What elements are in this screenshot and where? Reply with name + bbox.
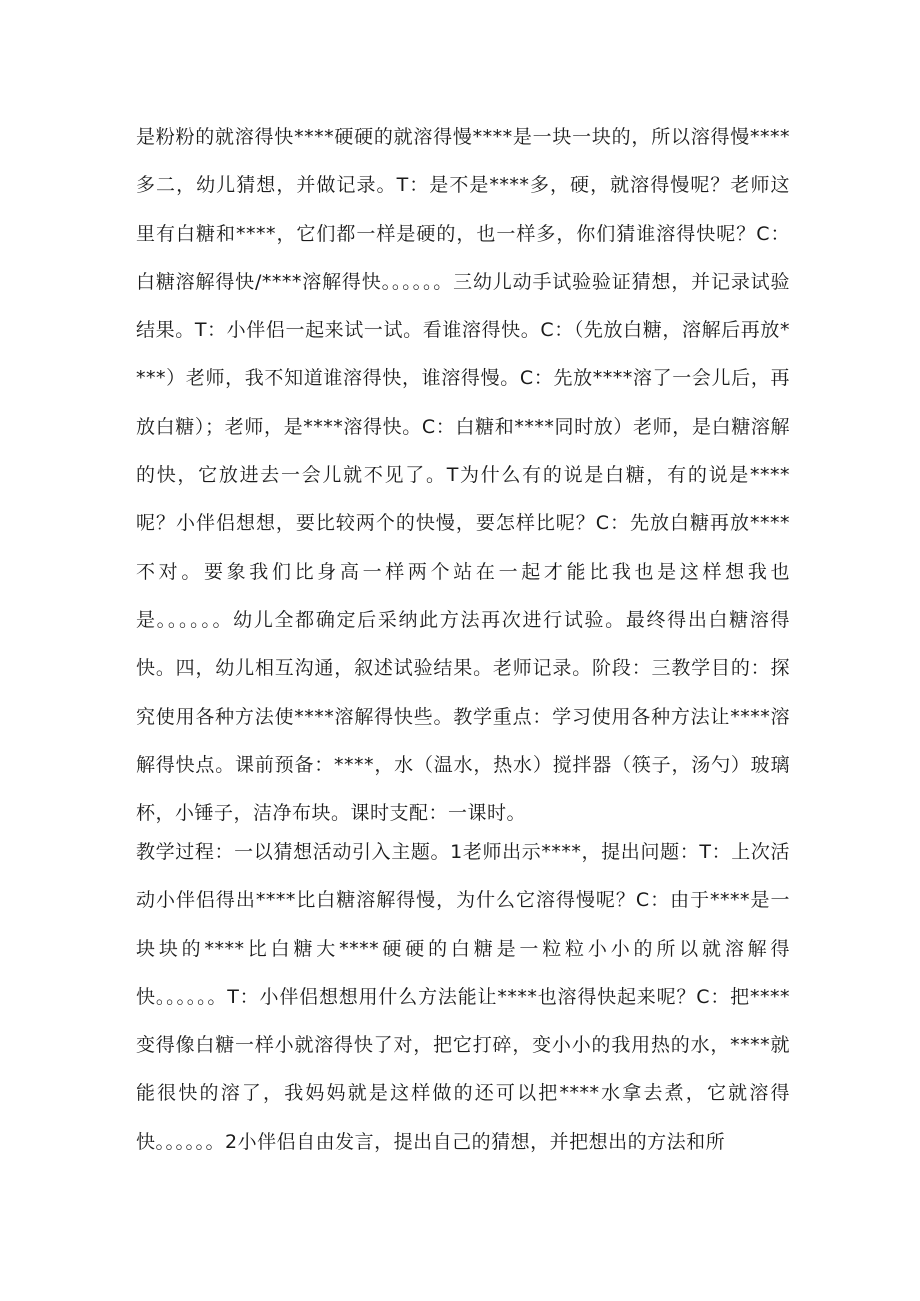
body-paragraph-1: 是粉粉的就溶得快****硬硬的就溶得慢****是一块一块的，所以溶得慢****多二，幼儿猜想，并做记录。T：是不是****多，硬，就溶得慢呢？老师这里有白糖和****，它们都一样是硬的，也一样多，你们猜谁溶得快呢？C：白糖溶解得快/****溶解得快。。。。。。三幼儿动手试验验证猜想，并记录试验结果。T：小伴侣一起来试一试。看谁溶得快。C：（先放白糖，溶解后再放****）老师，我不知道谁溶得快，谁溶得慢。C：先放****溶了一会儿后，再放白糖）；老师，是****溶得快。C：白糖和****同时放）老师，是白糖溶解的快，它放进去一会儿就不见了。T为什么有的说是白糖，有的说是****呢？小伴侣想想，要比较两个的快慢，要怎样比呢？C：先放白糖再放****不对。要象我们比身高一样两个站在一起才能比我也是这样想我也是。。。。。。幼儿全都确定后采纳此方法再次进行试验。最终得出白糖溶得快。四，幼儿相互沟通，叙述试验结果。老师记录。阶段：三教学目的：探究使用各种方法使****溶解得快些。教学重点：学习使用各种方法让****溶解得快点。课前预备：****，水（温水，热水）搅拌器（筷子，汤勺）玻璃杯，小锤子，洁净布块。课时支配：一课时。 <box>136 126 790 825</box>
body-paragraph-2: 教学过程：一以猜想活动引入主题。1老师出示****，提出问题：T：上次活动小伴侣得出****比白糖溶解得慢，为什么它溶得慢呢？C：由于****是一块块的****比白糖大****硬硬的白糖是一粒粒小小的所以就溶解得快。。。。。。T：小伴侣想想用什么方法能让****也溶得快起来呢？C：把****变得像白糖一样小就溶得快了对，把它打碎，变小小的我用热的水，****就能很快的溶了，我妈妈就是这样做的还可以把****水拿去煮，它就溶得快。。。。。。2小伴侣自由发言，提出自己的猜想，并把想出的方法和所 <box>136 841 790 1153</box>
